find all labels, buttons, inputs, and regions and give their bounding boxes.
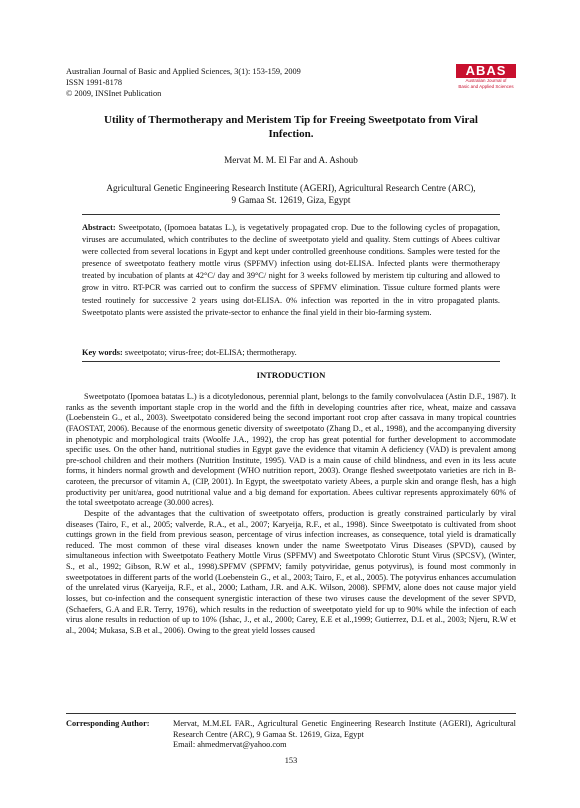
keywords-text: sweetpotato; virus-free; dot-ELISA; thermotherapy. xyxy=(124,348,297,357)
author-list: Mervat M. M. El Far and A. Ashoub xyxy=(224,155,358,165)
journal-citation: Australian Journal of Basic and Applied Sciences, 3(1): 153-159, 2009 xyxy=(66,67,301,76)
keywords-label: Key words: xyxy=(82,348,123,357)
introduction-body xyxy=(66,392,516,636)
logo-subtitle-2: Basic and Applied Sciences xyxy=(458,83,514,89)
affiliation-line-1: Agricultural Genetic Engineering Research Institute (AGERI), Agricultural Research Centre (ARC), xyxy=(106,183,476,193)
section-heading-introduction: INTRODUCTION xyxy=(256,370,326,380)
logo-subtitle-1: Australian Journal of xyxy=(465,78,507,83)
abstract-text: Sweetpotato, (Ipomoea batatas L.), is vegetatively propagated crop. Due to the following cycles of propagation, viruses are accumulated, which contributes to the decline of sweetpotato yield and quality. Stem cuttings of Abees cultivar were collected from several locations in Egypt and kept under controlled greenhouse conditions. Samples were tested for the presence of sweetpotato feathery mottle virus (SPFMV) infection using dot-ELISA. Infected plants were thermotherapy treated by incubation of plants at 42°C/ day and 39°C/ night for 3 weeks followed by meristem tip culturing and allowed to grow in vitro. RT-PCR was carried out to confirm the success of SPFMV elimination. Tissue culture formed plants were tested routinely for successive 2 years using dot-ELISA. 0% infection was reported in the in vitro propagated plants. Sweetpotato plants were assisted the private-sector to enhance the final yield in their bio-farming system. xyxy=(82,223,500,317)
abas-logo xyxy=(456,64,516,98)
journal-issn: ISSN 1991-8178 xyxy=(66,78,123,87)
abstract-label: Abstract: xyxy=(82,223,116,232)
paragraph: Sweetpotato (Ipomoea batatas L.) is a dicotyledonous, perennial plant, belongs to the family convolvulacea (Astin D.F., 1987). It ranks as the seventh important staple crop in the world and the fifth in developing countries after rice, wheat, maize and cassava (Loebenstein G., et al., 2003). Sweetpotato considered being the second important root crop after cassava in many tropical countries (FAOSTAT, 2006). Because of the enormous genetic diversity of sweetpotato (Zhang D., et al., 1998), and the accompanying diversity in phenotypic and morphological traits (Woolfe J.A., 1992), the crop has great potential for further development to accommodate specific uses. On the other hand, nutritional studies in Egypt gave the evidence that vitamin A deficiency (VAD) is prevalent among pre-school children and their mothers (Nutrition Institute, 1995). VAD is a main cause of child blindness, and even in its less acute forms, it hinders normal growth and development (WHO nutrition report, 2003). Orange fleshed sweetpotato varieties are rich in B-caroteen, the precursor of vitamin A, (CIP, 2001). In Egypt, the sweetpotato variety Abees, a purple skin and orange flesh, has a high productivity per unit/area, good nutritional value and a big demand for exportation. Abees cultivar represents approximately 60% of the total sweetpotato acreage (30.000 acres). xyxy=(66,392,516,508)
affiliation xyxy=(66,182,516,206)
corresponding-author-details xyxy=(173,719,516,751)
keywords xyxy=(82,348,500,357)
abstract xyxy=(82,222,500,319)
journal-header xyxy=(66,66,516,99)
page-number: 153 xyxy=(284,756,298,765)
paper-title xyxy=(66,113,516,141)
corresponding-author-email: Email: ahmedmervat@yahoo.com xyxy=(173,740,287,749)
corresponding-author-label: Corresponding Author: xyxy=(66,719,150,728)
abstract-bottom-rule xyxy=(82,361,500,362)
abstract-top-rule xyxy=(82,214,500,215)
logo-text: ABAS xyxy=(456,64,516,78)
footer-rule xyxy=(66,713,516,714)
paragraph: Despite of the advantages that the cultivation of sweetpotato offers, production is greatly constrained particularly by viral diseases (Tairo, F., et al., 2005; valverde, R.A., et al., 2007; Karyeija, R.F., et al., 1998). Since Sweetpotato is cultivated from shoot cuttings grown in the field from previous season, percentage of virus infection increases, as consequence, total yield is dramatically reduced. The most common of these viral diseases known under the name Sweetpotato Virus Diseases (SPVD), caused by simultaneous infection with Sweetpotato Feathery Mottle Virus (SPFMV) and Sweetpotato Chlorotic Stunt Virus (SPCSV), (Winter, S., et al., 1992; Gibson, R.W et al., 1998).SPFMV (SPFMV; family potyviridae, genus potyvirus), is found most commonly in sweetpotatoes in different parts of the world (Loebenstein G., et al., 2003; Tairo, F., et al., 2005). The potyvirus enhances accumulation of the unrelated virus (Karyeija, R.F., et al., 2000; Latham, J.R. and A.K. Wilson, 2008). SPFMV, alone does not cause major yield losses, but co-infection and the consequent synergistic interaction of these two viruses cause the development of the sever SPVD, (Schaefers, G.A and E.R. Terry, 1976), which results in the reduction of sweetpotato yield for up to 90% while the infection of each virus alone results in reduction of up to 10% (Ishac, J., et al., 2000; Carey, E.E et al.,1999; Gutierrez, D.L et al., 2003; Njeru, R.W et al., 2004; Mukasa, S.B et al., 2006). Owing to the great yield losses caused xyxy=(66,508,516,635)
affiliation-line-2: 9 Gamaa St. 12619, Giza, Egypt xyxy=(231,195,351,205)
title-line-1: Utility of Thermotherapy and Meristem Tip for Freeing Sweetpotato from Viral xyxy=(104,114,478,126)
title-line-2: Infection. xyxy=(268,128,314,140)
journal-copyright: © 2009, INSInet Publication xyxy=(66,89,162,98)
corresponding-author-address: Mervat, M.M.EL FAR., Agricultural Genetic Engineering Research Institute (AGERI), Agricultural Research Centre (ARC), 9 Gamaa St. 12619, Giza, Egypt xyxy=(173,719,516,739)
